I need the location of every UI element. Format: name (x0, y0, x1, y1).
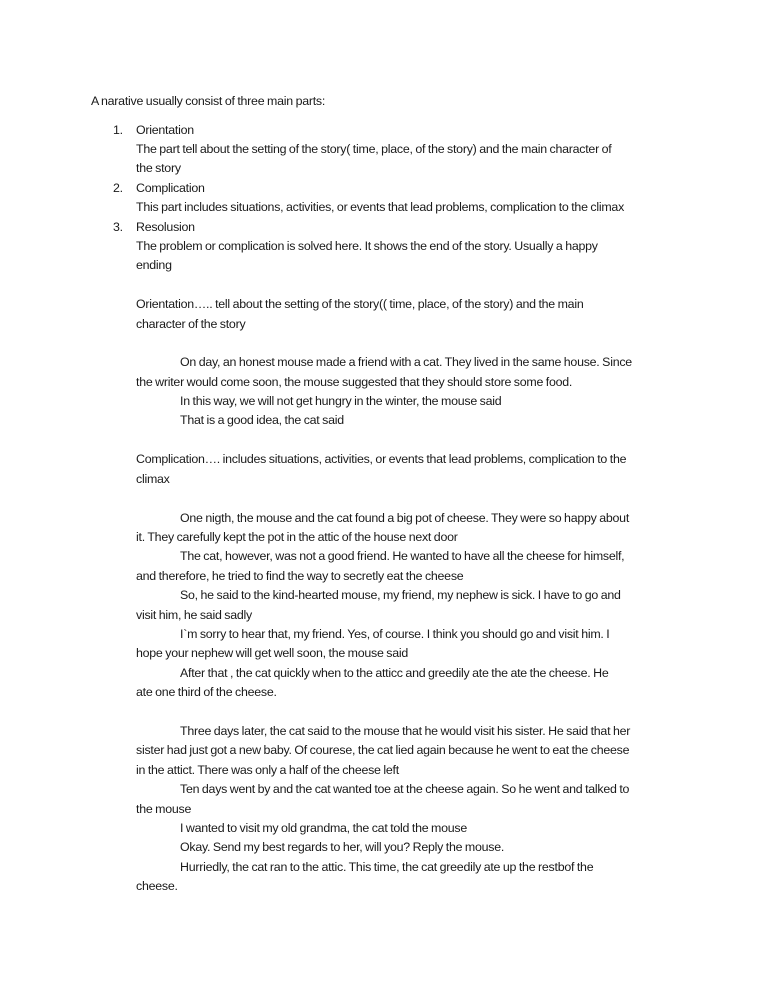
story-line: sister had just got a new baby. Of courese, the cat lied again because he went to eat the cheese (136, 743, 630, 757)
complication-heading-line: Complication…. includes situations, activities, or events that lead problems, complication to the (136, 452, 627, 466)
part-desc-line: This part includes situations, activities, or events that lead problems, complication to the climax (136, 200, 625, 214)
story-line: Ten days went by and the cat wanted toe at the cheese again. So he went and talked to (180, 782, 630, 796)
story-line: Hurriedly, the cat ran to the attic. This time, the cat greedily ate up the restbof the (180, 860, 594, 874)
part-desc-line: The part tell about the setting of the story( time, place, of the story) and the main character of (136, 142, 612, 156)
story-line: it. They carefully kept the pot in the attic of the house next door (136, 530, 458, 544)
story-line: The cat, however, was not a good friend. He wanted to have all the cheese for himself, (180, 549, 625, 563)
part-desc-line: The problem or complication is solved here. It shows the end of the story. Usually a happy (136, 239, 598, 253)
story-line: After that , the cat quickly when to the atticc and greedily ate the ate the cheese. He (180, 666, 609, 680)
story-line: One nigth, the mouse and the cat found a big pot of cheese. They were so happy about (180, 511, 630, 525)
story-line: I`m sorry to hear that, my friend. Yes, of course. I think you should go and visit him. I (180, 627, 610, 641)
story-line: in the attict. There was only a half of the cheese left (136, 763, 399, 777)
complication-heading-line: climax (136, 472, 170, 486)
story-line: the mouse (136, 802, 192, 816)
story-line: Three days later, the cat said to the mouse that he would visit his sister. He said that her (180, 724, 631, 738)
story-line: So, he said to the kind-hearted mouse, my friend, my nephew is sick. I have to go and (180, 588, 621, 602)
story-line: the writer would come soon, the mouse suggested that they should store some food. (136, 375, 573, 389)
story-line: On day, an honest mouse made a friend with a cat. They lived in the same house. Since (180, 355, 632, 369)
story-line: and therefore, he tried to find the way to secretly eat the cheese (136, 569, 464, 583)
story-line: I wanted to visit my old grandma, the cat told the mouse (180, 821, 467, 835)
story-line: hope your nephew will get well soon, the mouse said (136, 646, 409, 660)
story-line: ate one third of the cheese. (136, 685, 277, 699)
part-title-complication: Complication (136, 181, 205, 195)
intro-text: A narative usually consist of three main parts: (91, 94, 326, 108)
orientation-heading-line: character of the story (136, 317, 246, 331)
story-line: In this way, we will not get hungry in the winter, the mouse said (180, 394, 502, 408)
story-line: Okay. Send my best regards to her, will you? Reply the mouse. (180, 840, 505, 854)
orientation-heading-line: Orientation….. tell about the setting of the story(( time, place, of the story) and the main (136, 297, 584, 311)
part-desc-line: ending (136, 258, 172, 272)
story-line: visit him, he said sadly (136, 608, 252, 622)
list-number-2: 2. (113, 181, 123, 195)
part-desc-line: the story (136, 161, 181, 175)
list-number-3: 3. (113, 220, 123, 234)
story-line: That is a good idea, the cat said (180, 413, 344, 427)
part-title-orientation: Orientation (136, 123, 194, 137)
list-number-1: 1. (113, 123, 123, 137)
story-line: cheese. (136, 879, 178, 893)
part-title-resolusion: Resolusion (136, 220, 195, 234)
